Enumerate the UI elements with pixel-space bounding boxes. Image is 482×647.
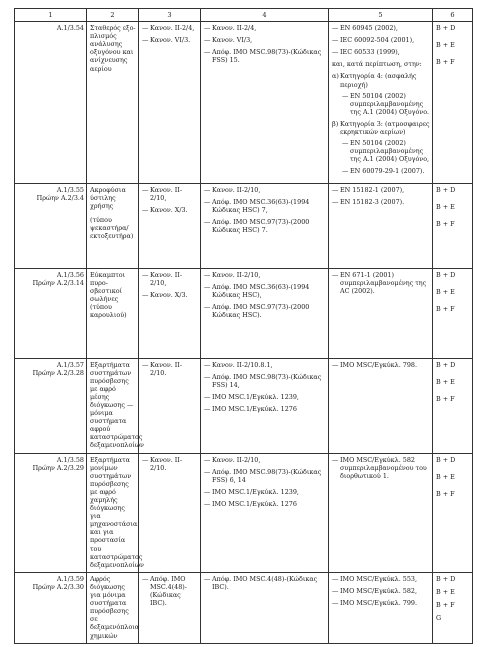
- item-description-cell: [87, 268, 139, 358]
- modules-cell: [433, 572, 473, 643]
- item-code-cell: [15, 572, 87, 643]
- list-item: — Απόφ. IMO MSC.36(63)-(1994 Κώδικας HSC),: [204, 282, 310, 299]
- list-item: — Κανον. II-2/10.: [142, 360, 182, 377]
- table-row: [15, 358, 473, 453]
- standards-note: και, κατά περίπτωση, στην:: [332, 60, 422, 69]
- regulation-cell: [139, 358, 201, 453]
- item-description-cell: [87, 22, 139, 183]
- list-item: — Κανον. II-2/10.8.1,: [204, 360, 273, 369]
- module-code: B + D: [436, 455, 456, 464]
- table-row: [15, 183, 473, 268]
- list-item: — Κανον. II-2/10,: [204, 270, 261, 279]
- requirements-cell: [201, 358, 329, 453]
- module-code: B + D: [436, 185, 456, 194]
- module-code: B + F: [436, 304, 455, 313]
- module-code: B + F: [436, 394, 455, 403]
- modules-cell: [433, 358, 473, 453]
- list-item: — IMO MSC.1/Εγκύκλ. 1276: [204, 499, 297, 508]
- list-item: — Απόφ. IMO MSC.97(73)-(2000 Κώδικας HSC) 7.: [204, 217, 310, 234]
- list-item: — EN 60945 (2002),: [332, 24, 398, 33]
- col-header-3: 3: [139, 9, 201, 22]
- list-item: — Απόφ. IMO MSC.98(73)-(Κώδικας FSS) 15.: [204, 48, 322, 65]
- document-page: [14, 8, 472, 638]
- list-item: — IMO MSC/Εγκύκλ. 582 συμπεριλαμβανομένου του διορθωτικού 1.: [332, 455, 427, 480]
- list-item: — IEC 60533 (1999),: [332, 48, 400, 57]
- list-item: — Κανον. II-2/10,: [204, 185, 261, 194]
- standards-cell: [329, 183, 433, 268]
- item-code: A.1/3.56: [56, 270, 84, 279]
- list-item: — EN 50104 (2002) συμπεριλαμβανομένης της A.1 (2004) Οξυγόνο,: [342, 139, 430, 164]
- list-item: — IMO MSC.1/Εγκύκλ. 1276: [204, 404, 297, 413]
- list-item: — Κανον. II-2/10,: [142, 185, 182, 202]
- list-item: — Κανον. X/3.: [142, 290, 188, 299]
- requirements-cell: [201, 453, 329, 572]
- list-item: — EN 671-1 (2001) συμπεριλαμβανομένης της AC (2002).: [332, 270, 427, 295]
- item-description-cell: [87, 183, 139, 268]
- list-item: — Απόφ. IMO MSC.4(48)-(Κώδικας IBC).: [204, 574, 318, 591]
- item-description: Αφρός διόγκωσης για μόνιμα συστήματα πυρόσβεσης σε δεξαμενόπλοια χημικών: [90, 574, 140, 640]
- item-note: (τύπου ψεκαστήρα/ εκτοξευτήρα): [90, 215, 134, 240]
- module-code: G: [436, 614, 442, 623]
- item-code-cell: [15, 453, 87, 572]
- requirements-cell: [201, 268, 329, 358]
- col-header-5: 5: [329, 9, 433, 22]
- standards-cell: [329, 358, 433, 453]
- requirements-cell: [201, 183, 329, 268]
- regulation-cell: [139, 453, 201, 572]
- header-row: [15, 9, 473, 22]
- module-code: B + D: [436, 360, 456, 369]
- list-item: — EN 15182-1 (2007),: [332, 185, 405, 194]
- module-code: B + D: [436, 270, 456, 279]
- module-code: B + E: [436, 41, 455, 50]
- item-description: Εύκαμπτοι πυρο-σβεστικοί σωλήνες (τύπου καρουλιού): [90, 270, 127, 319]
- list-item: — EN 50104 (2002) συμπεριλαμβανομένης της A.1 (2004) Οξυγόνο.: [342, 91, 430, 116]
- list-item: — IMO MSC/Εγκύκλ. 553,: [332, 574, 418, 583]
- module-code: B + E: [436, 472, 455, 481]
- module-code: B + F: [436, 489, 455, 498]
- col-header-6: 6: [433, 9, 473, 22]
- list-item: — Κανον. II-2/4,: [204, 24, 257, 33]
- module-code: B + F: [436, 601, 455, 610]
- item-description: Εξαρτήματα μονίμων συστημάτων πυρόσβεσης με αφρό χαμηλής διόγκωσης για μηχανοστάσια και για προστασία του καταστρώματος δεξαμενοπλοίων: [90, 455, 144, 569]
- modules-cell: [433, 22, 473, 183]
- modules-cell: [433, 268, 473, 358]
- regulation-cell: [139, 22, 201, 183]
- list-item: — IEC 60092-504 (2001),: [332, 36, 415, 45]
- list-item: — Απόφ. IMO MSC.98(73)-(Κώδικας FSS) 14,: [204, 372, 322, 389]
- previous-code: Πρώην A.2/3.4: [36, 193, 84, 202]
- item-code: A.1/3.58: [56, 455, 84, 464]
- table-row: [15, 22, 473, 183]
- item-description-cell: [87, 453, 144, 572]
- list-item: — Απόφ. IMO MSC.4(48)-(Κώδικας IBC).: [142, 574, 187, 608]
- list-item: — Κανον. II-2/10,: [204, 455, 261, 464]
- standards-cell: [329, 453, 433, 572]
- col-header-1: 1: [15, 9, 87, 22]
- previous-code: Πρώην A.2/3.30: [32, 582, 84, 591]
- item-description: Εξαρτήματα συστημάτων πυρόσβεσης με αφρό μέσης διόγκωσης — μόνιμα συστήματα αφρού καταστρώματος δεξαμενοπλοίων: [90, 360, 144, 450]
- item-description: Ακροφύσια ύστιλης χρήσης: [90, 185, 126, 210]
- item-code-cell: [15, 22, 87, 183]
- list-item: — Κανον. VI/3.: [142, 36, 191, 45]
- module-code: B + F: [436, 58, 455, 67]
- previous-code: Πρώην A.2/3.29: [32, 463, 84, 472]
- col-header-4: 4: [201, 9, 329, 22]
- regulation-cell: [139, 572, 201, 643]
- list-item: — IMO MSC/Εγκύκλ. 798.: [332, 360, 418, 369]
- module-code: B + E: [436, 202, 455, 211]
- module-code: B + D: [436, 24, 456, 33]
- list-item: — Κανον. VI/3,: [204, 36, 253, 45]
- previous-code: Πρώην A.2/3.14: [32, 278, 84, 287]
- modules-cell: [433, 183, 473, 268]
- list-item: — IMO MSC.1/Εγκύκλ. 1239,: [204, 392, 299, 401]
- list-item: — Απόφ. IMO MSC.97(73)-(2000 Κώδικας HSC).: [204, 302, 310, 319]
- previous-code: Πρώην A.2/3.28: [32, 368, 84, 377]
- list-item: — Κανον. II-2/10.: [142, 455, 182, 472]
- col-header-2: 2: [87, 9, 139, 22]
- list-item: — Απόφ. IMO MSC.36(63)-(1994 Κώδικας HSC) 7,: [204, 197, 310, 214]
- item-code: A.1/3.55: [56, 185, 84, 194]
- item-code-cell: [15, 268, 87, 358]
- module-code: B + E: [436, 287, 455, 296]
- standards-cell: [329, 22, 433, 183]
- equipment-spec-table: [14, 8, 473, 644]
- item-code-cell: [15, 183, 87, 268]
- list-item: — EN 15182-3 (2007).: [332, 197, 405, 206]
- list-item: — Κανον. X/3.: [142, 205, 188, 214]
- list-item: — Κανον. II-2/10,: [142, 270, 182, 287]
- regulation-cell: [139, 268, 201, 358]
- list-item: — IMO MSC.1/Εγκύκλ. 1239,: [204, 487, 299, 496]
- alternative-b: β) Κατηγορία 3: (ατμοσφαιρες εκρηκτικών αερίων): [332, 119, 430, 137]
- alternative-a: α) Κατηγορία 4: (ασφαλής περιοχή): [332, 72, 417, 89]
- standards-cell: [329, 268, 433, 358]
- table-row: [15, 572, 473, 643]
- item-code: A.1/3.54: [56, 24, 84, 33]
- item-code-cell: [15, 358, 87, 453]
- item-description-cell: [87, 572, 139, 643]
- module-code: B + E: [436, 377, 455, 386]
- list-item: — EN 60079-29-1 (2007).: [342, 167, 425, 176]
- standards-cell: [329, 572, 433, 643]
- list-item: — IMO MSC/Εγκύκλ. 799.: [332, 599, 418, 608]
- table-row: [15, 453, 473, 572]
- modules-cell: [433, 453, 473, 572]
- list-item: — Απόφ. IMO MSC.98(73)-(Κώδικας FSS) 6, 14: [204, 467, 322, 484]
- item-code: A.1/3.57: [56, 360, 84, 369]
- module-code: B + F: [436, 219, 455, 228]
- item-code: A.1/3.59: [56, 574, 84, 583]
- requirements-cell: [201, 572, 329, 643]
- item-description: Σταθερός εξο-πλισμός ανάλυσης οξυγόνου και ανίχνευσης αερίου: [90, 24, 136, 73]
- regulation-cell: [139, 183, 201, 268]
- list-item: — IMO MSC/Εγκύκλ. 582,: [332, 586, 418, 595]
- module-code: B + D: [436, 574, 456, 583]
- item-description-cell: [87, 358, 144, 453]
- table-row: [15, 268, 473, 358]
- list-item: — Κανον. II-2/4,: [142, 24, 195, 33]
- module-code: B + E: [436, 587, 455, 596]
- requirements-cell: [201, 22, 329, 183]
